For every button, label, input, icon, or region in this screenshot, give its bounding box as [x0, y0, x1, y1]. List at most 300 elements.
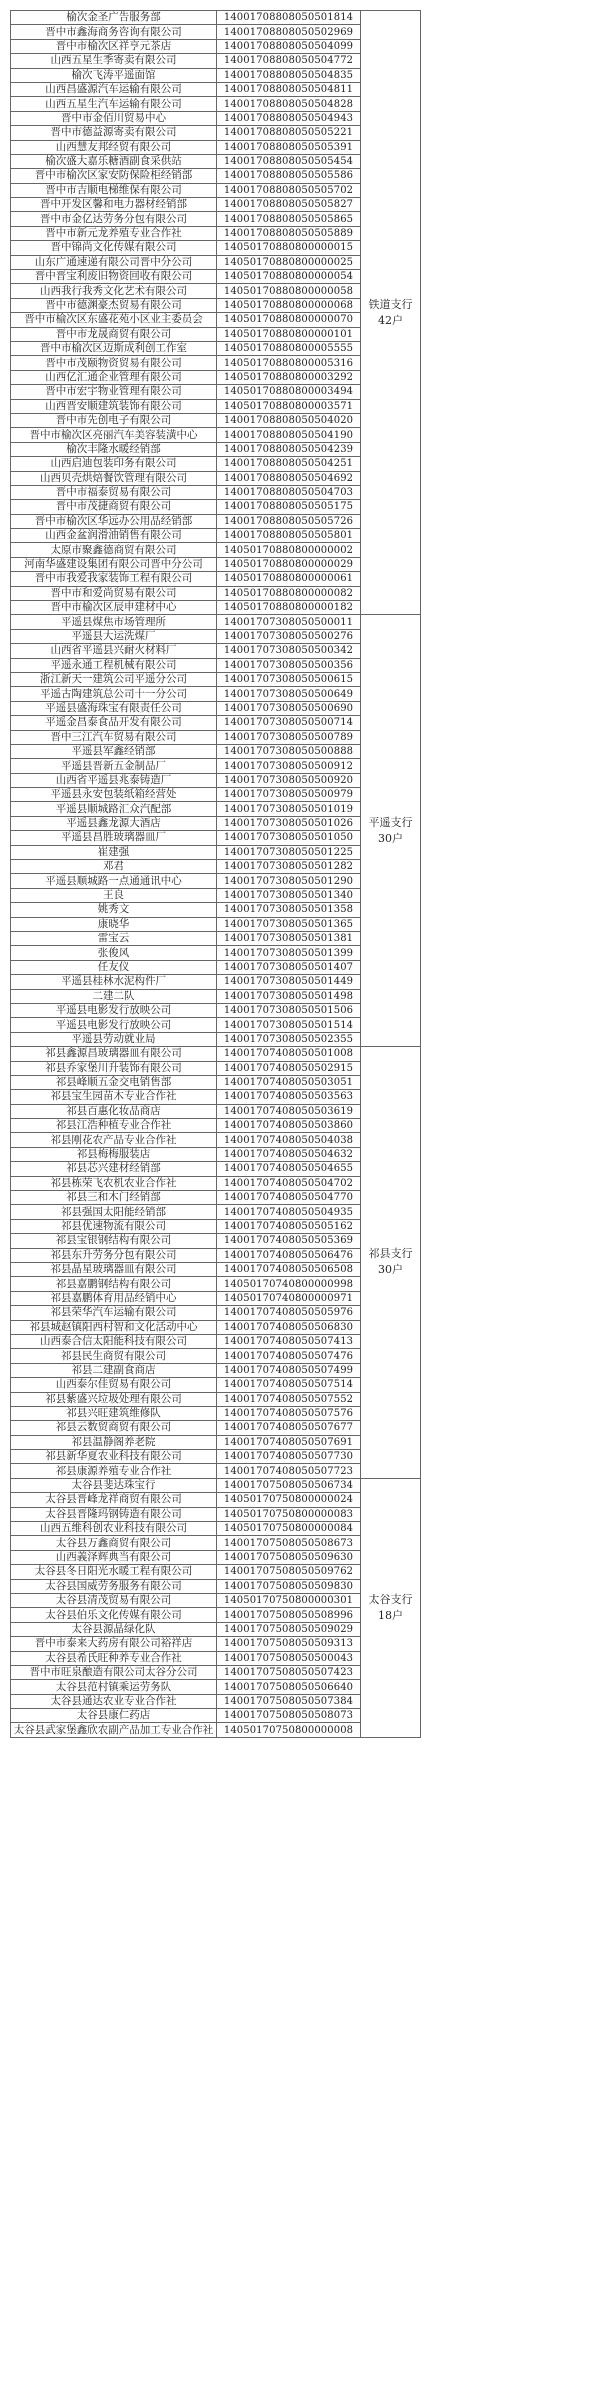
account-number-cell: 14050170880800000068	[217, 298, 361, 312]
company-name-cell: 河南华盛建设集团有限公司晋中分公司	[11, 557, 217, 571]
table-row	[11, 1550, 421, 1564]
table-row	[11, 514, 421, 528]
table-row	[11, 457, 421, 471]
account-number-cell: 14050170880800000015	[217, 241, 361, 255]
company-name-cell: 祁县城赵镇阳西村智和文化活动中心	[11, 1320, 217, 1334]
account-number-cell: 14001707508050509029	[217, 1622, 361, 1636]
table-row	[11, 284, 421, 298]
company-name-cell: 晋中锦尚文化传媒有限公司	[11, 241, 217, 255]
account-number-cell: 14001707308050501449	[217, 975, 361, 989]
company-name-cell: 平遥县晋新五金制品厂	[11, 759, 217, 773]
table-row	[11, 1536, 421, 1550]
account-number-cell: 14001708808050505702	[217, 183, 361, 197]
account-number-cell: 14001707408050506830	[217, 1320, 361, 1334]
table-row	[11, 1723, 421, 1737]
company-name-cell: 山西省平遥县兆泰铸造厂	[11, 773, 217, 787]
table-row	[11, 816, 421, 830]
company-name-cell: 晋中市榆次区家安防保险柜经销部	[11, 169, 217, 183]
table-row	[11, 385, 421, 399]
table-row	[11, 1665, 421, 1679]
company-name-cell: 平遥金昌泰食品开发有限公司	[11, 716, 217, 730]
table-row	[11, 744, 421, 758]
table-row	[11, 1608, 421, 1622]
company-name-cell: 姚秀文	[11, 903, 217, 917]
account-number-cell: 14001707308050500649	[217, 687, 361, 701]
company-name-cell: 太谷县斐达珠宝行	[11, 1478, 217, 1492]
company-name-cell: 平遥古陶建筑总公司十一分公司	[11, 687, 217, 701]
account-number-cell: 14001708808050502969	[217, 25, 361, 39]
company-name-cell: 太谷县伯乐文化传媒有限公司	[11, 1608, 217, 1622]
table-row	[11, 485, 421, 499]
company-name-cell: 祁县东升劳务分包有限公司	[11, 1248, 217, 1262]
company-name-cell: 祁县栋荣飞农机农业合作社	[11, 1176, 217, 1190]
table-row	[11, 1176, 421, 1190]
branch-group-cell	[361, 615, 421, 1047]
table-row	[11, 572, 421, 586]
table-row	[11, 1450, 421, 1464]
account-number-cell: 14001707308050501358	[217, 903, 361, 917]
account-number-cell: 14001707508050506734	[217, 1478, 361, 1492]
account-number-cell: 14001707508050509762	[217, 1565, 361, 1579]
account-number-cell: 14001707308050502355	[217, 1032, 361, 1046]
account-number-cell: 14001707408050503051	[217, 1075, 361, 1089]
table-row	[11, 140, 421, 154]
table-row	[11, 1349, 421, 1363]
table-row	[11, 370, 421, 384]
account-number-cell: 14001707408050507514	[217, 1378, 361, 1392]
company-name-cell: 祁县荣华汽车运输有限公司	[11, 1306, 217, 1320]
company-name-cell: 山西晋安顺建筑装饰有限公司	[11, 399, 217, 413]
table-row	[11, 946, 421, 960]
account-number-cell: 14050170880800000002	[217, 543, 361, 557]
table-row	[11, 658, 421, 672]
account-number-cell: 14001707508050507384	[217, 1694, 361, 1708]
company-name-cell: 晋中市德渊豪杰贸易有限公司	[11, 298, 217, 312]
table-row	[11, 399, 421, 413]
account-number-cell: 14001708808050505801	[217, 529, 361, 543]
table-row	[11, 54, 421, 68]
company-name-cell: 祁县宝银钢结构有限公司	[11, 1234, 217, 1248]
table-row	[11, 1593, 421, 1607]
company-name-cell: 平遥县煤焦市场管理所	[11, 615, 217, 629]
branch-count: 18户	[378, 1608, 403, 1622]
account-number-cell: 14001707308050500356	[217, 658, 361, 672]
company-name-cell: 晋中市新元龙养殖专业合作社	[11, 226, 217, 240]
company-name-cell: 晋中市福泰贸易有限公司	[11, 485, 217, 499]
account-number-cell: 14001707408050502915	[217, 1061, 361, 1075]
table-row	[11, 644, 421, 658]
company-name-cell: 祁县晶星玻璃器皿有限公司	[11, 1262, 217, 1276]
account-number-cell: 14001707408050507499	[217, 1363, 361, 1377]
company-name-cell: 晋中市我爱我家装饰工程有限公司	[11, 572, 217, 586]
account-number-cell: 14001707308050500912	[217, 759, 361, 773]
account-number-cell: 14001707308050500276	[217, 629, 361, 643]
table-row	[11, 1680, 421, 1694]
account-number-cell: 14001708808050504239	[217, 442, 361, 456]
account-number-cell: 14001707508050509313	[217, 1637, 361, 1651]
account-number-cell: 14001707408050505976	[217, 1306, 361, 1320]
table-row	[11, 1219, 421, 1233]
table-row	[11, 975, 421, 989]
table-row	[11, 212, 421, 226]
account-number-cell: 14001707308050500615	[217, 672, 361, 686]
account-number-cell: 14001707408050507413	[217, 1334, 361, 1348]
table-row	[11, 1507, 421, 1521]
company-name-cell: 山西贝壳烘焙餐饮管理有限公司	[11, 471, 217, 485]
company-name-cell: 太谷县国威劳务服务有限公司	[11, 1579, 217, 1593]
account-number-cell: 14001707408050507552	[217, 1392, 361, 1406]
account-number-cell: 14001707308050500342	[217, 644, 361, 658]
table-row	[11, 255, 421, 269]
company-name-cell: 晋中市榆次区东盛花苑小区业主委员会	[11, 313, 217, 327]
company-name-cell: 山西亿汇通企业管理有限公司	[11, 370, 217, 384]
account-number-cell: 14001708808050501814	[217, 11, 361, 25]
company-name-cell: 祁县优速物流有限公司	[11, 1219, 217, 1233]
company-name-cell: 祁县三和木门经销部	[11, 1191, 217, 1205]
company-name-cell: 祁县民生商贸有限公司	[11, 1349, 217, 1363]
table-row	[11, 1694, 421, 1708]
company-name-cell: 榆次金圣广告服务部	[11, 11, 217, 25]
table-row	[11, 960, 421, 974]
table-row	[11, 615, 421, 629]
company-name-cell: 太谷县万鑫商贸有限公司	[11, 1536, 217, 1550]
table-row	[11, 241, 421, 255]
company-name-cell: 山西昌盛源汽车运输有限公司	[11, 82, 217, 96]
table-row	[11, 1709, 421, 1723]
company-name-cell: 榆次丰隆水暖经销部	[11, 442, 217, 456]
company-name-cell: 崔建强	[11, 845, 217, 859]
table-row	[11, 687, 421, 701]
company-name-cell: 晋中市榆次区迈斯成利创工作室	[11, 341, 217, 355]
account-number-cell: 14001707408050505369	[217, 1234, 361, 1248]
company-name-cell: 山西启迪包装印务有限公司	[11, 457, 217, 471]
table-row	[11, 1061, 421, 1075]
table-row	[11, 1421, 421, 1435]
table-row	[11, 39, 421, 53]
company-name-cell: 平遥县电影发行放映公司	[11, 1003, 217, 1017]
account-number-cell: 14001708808050505889	[217, 226, 361, 240]
company-name-cell: 平遥县劳动就业局	[11, 1032, 217, 1046]
account-number-cell: 14001707508050508996	[217, 1608, 361, 1622]
account-number-cell: 14050170750800000008	[217, 1723, 361, 1737]
account-number-cell: 14050170880800000061	[217, 572, 361, 586]
account-number-cell: 14001707308050501282	[217, 860, 361, 874]
table-row	[11, 701, 421, 715]
company-name-cell: 祁县温静阁养老院	[11, 1435, 217, 1449]
company-name-cell: 山西義泽辉典当有限公司	[11, 1550, 217, 1564]
account-number-cell: 14001707508050507423	[217, 1665, 361, 1679]
table-row	[11, 428, 421, 442]
table-row	[11, 1119, 421, 1133]
account-number-cell: 14001708808050504099	[217, 39, 361, 53]
table-row	[11, 903, 421, 917]
table-row	[11, 1234, 421, 1248]
account-number-cell: 14001707308050500011	[217, 615, 361, 629]
table-row	[11, 1493, 421, 1507]
company-name-cell: 晋中市鑫海商务咨询有限公司	[11, 25, 217, 39]
company-name-cell: 祁县云数贸商贸有限公司	[11, 1421, 217, 1435]
table-row	[11, 327, 421, 341]
account-number-cell: 14001707308050500690	[217, 701, 361, 715]
account-number-cell: 14001707508050506640	[217, 1680, 361, 1694]
table-row	[11, 1478, 421, 1492]
table-row	[11, 226, 421, 240]
table-row	[11, 1378, 421, 1392]
account-number-cell: 14001708808050505827	[217, 198, 361, 212]
company-name-cell: 太谷县范村镇乘运劳务队	[11, 1680, 217, 1694]
table-row	[11, 1075, 421, 1089]
table-row	[11, 629, 421, 643]
table-row	[11, 1205, 421, 1219]
company-name-cell: 祁县嘉鹏钢结构有限公司	[11, 1277, 217, 1291]
branch-count: 30户	[378, 1263, 403, 1277]
company-name-cell: 任友仪	[11, 960, 217, 974]
account-table	[10, 10, 421, 1738]
table-row	[11, 1047, 421, 1061]
company-name-cell: 晋中市龙晟商贸有限公司	[11, 327, 217, 341]
table-row	[11, 126, 421, 140]
company-name-cell: 平遥县鑫龙源大酒店	[11, 816, 217, 830]
company-name-cell: 太谷县康仁药店	[11, 1709, 217, 1723]
company-name-cell: 祁县乔家堡川升装饰有限公司	[11, 1061, 217, 1075]
account-number-cell: 14001707408050503619	[217, 1104, 361, 1118]
company-name-cell: 平遥县大运洗煤厂	[11, 629, 217, 643]
table-row	[11, 154, 421, 168]
table-row	[11, 529, 421, 543]
company-name-cell: 山西五星生季寄卖有限公司	[11, 54, 217, 68]
account-number-cell: 14001707308050500888	[217, 744, 361, 758]
account-number-cell: 14001707308050501019	[217, 802, 361, 816]
account-number-cell: 14050170750800000084	[217, 1522, 361, 1536]
account-number-cell: 14001708808050504692	[217, 471, 361, 485]
table-row	[11, 1104, 421, 1118]
table-row	[11, 356, 421, 370]
table-row	[11, 1291, 421, 1305]
account-number-cell: 14001708808050504190	[217, 428, 361, 442]
table-row	[11, 313, 421, 327]
account-number-cell: 14050170880800000029	[217, 557, 361, 571]
table-row	[11, 802, 421, 816]
company-name-cell: 祁县宝生园苗木专业合作社	[11, 1090, 217, 1104]
table-row	[11, 759, 421, 773]
account-number-cell: 14001707408050507677	[217, 1421, 361, 1435]
company-name-cell: 祁县康源养殖专业合作社	[11, 1464, 217, 1478]
company-name-cell: 祁县百惠化妆品商店	[11, 1104, 217, 1118]
company-name-cell: 太谷县清茂贸易有限公司	[11, 1593, 217, 1607]
branch-name: 祁县支行	[368, 1247, 413, 1261]
table-row	[11, 1565, 421, 1579]
branch-group-cell	[361, 11, 421, 615]
company-name-cell: 晋中市茂颐物资贸易有限公司	[11, 356, 217, 370]
company-name-cell: 晋中市德益源寄卖有限公司	[11, 126, 217, 140]
account-number-cell: 14001708808050505726	[217, 514, 361, 528]
table-row	[11, 1090, 421, 1104]
account-number-cell: 14001707408050507476	[217, 1349, 361, 1363]
table-row	[11, 1522, 421, 1536]
account-number-cell: 14001708808050504943	[217, 111, 361, 125]
company-name-cell: 祁县二建副食商店	[11, 1363, 217, 1377]
table-row	[11, 917, 421, 931]
account-number-cell: 14001707408050504655	[217, 1162, 361, 1176]
company-name-cell: 榆次飞涛平遥面馆	[11, 68, 217, 82]
account-number-cell: 14050170740800000998	[217, 1277, 361, 1291]
company-name-cell: 祁县刚花农产品专业合作社	[11, 1133, 217, 1147]
table-row	[11, 198, 421, 212]
account-number-cell: 14001707508050509830	[217, 1579, 361, 1593]
company-name-cell: 山西泰尔佳贸易有限公司	[11, 1378, 217, 1392]
company-name-cell: 晋中市先创电子有限公司	[11, 413, 217, 427]
table-row	[11, 601, 421, 615]
branch-name: 铁道支行	[368, 297, 413, 311]
table-row	[11, 500, 421, 514]
account-number-cell: 14050170880800003292	[217, 370, 361, 384]
company-name-cell: 平遥县昌胜玻璃器皿厂	[11, 831, 217, 845]
table-row	[11, 1306, 421, 1320]
table-row	[11, 1392, 421, 1406]
table-row	[11, 183, 421, 197]
account-number-cell: 14001707308050501407	[217, 960, 361, 974]
company-name-cell: 晋中市榆次区亮丽汽车美容装潢中心	[11, 428, 217, 442]
table-row	[11, 1147, 421, 1161]
account-number-cell: 14001707308050501290	[217, 874, 361, 888]
company-name-cell: 太谷县通达农业专业合作社	[11, 1694, 217, 1708]
table-row	[11, 270, 421, 284]
table-row	[11, 773, 421, 787]
company-name-cell: 祁县兴旺建筑维修队	[11, 1406, 217, 1420]
account-number-cell: 14050170740800000971	[217, 1291, 361, 1305]
table-row	[11, 11, 421, 25]
table-row	[11, 557, 421, 571]
account-number-cell: 14001707508050508673	[217, 1536, 361, 1550]
table-row	[11, 874, 421, 888]
table-row	[11, 845, 421, 859]
account-number-cell: 14001707408050506508	[217, 1262, 361, 1276]
table-row	[11, 1248, 421, 1262]
company-name-cell: 平遥县桂林水泥构件厂	[11, 975, 217, 989]
table-row	[11, 672, 421, 686]
account-number-cell: 14050170880800005555	[217, 341, 361, 355]
account-number-cell: 14001708808050505454	[217, 154, 361, 168]
account-number-cell: 14001707408050507576	[217, 1406, 361, 1420]
account-number-cell: 14050170880800000082	[217, 586, 361, 600]
branch-name: 太谷支行	[368, 1592, 413, 1606]
account-number-cell: 14001707308050501225	[217, 845, 361, 859]
account-number-cell: 14050170880800000182	[217, 601, 361, 615]
account-number-cell: 14001707508050509630	[217, 1550, 361, 1564]
company-name-cell: 山西省平遥县兴耐火材料厂	[11, 644, 217, 658]
branch-group-cell	[361, 1478, 421, 1737]
company-name-cell: 平遥县顺城路一点通通讯中心	[11, 874, 217, 888]
company-name-cell: 祁县江浩种植专业合作社	[11, 1119, 217, 1133]
table-row	[11, 888, 421, 902]
account-number-cell: 14050170880800003571	[217, 399, 361, 413]
table-row	[11, 111, 421, 125]
table-row	[11, 1637, 421, 1651]
company-name-cell: 太谷县源晶绿化队	[11, 1622, 217, 1636]
company-name-cell: 太谷县晋隆玛钢铸造有限公司	[11, 1507, 217, 1521]
account-number-cell: 14001707308050501506	[217, 1003, 361, 1017]
company-name-cell: 平遥县顺城路汇众汽配部	[11, 802, 217, 816]
company-name-cell: 晋中市旺泉酿造有限公司太谷分公司	[11, 1665, 217, 1679]
account-number-cell: 14001707308050500920	[217, 773, 361, 787]
table-row	[11, 471, 421, 485]
company-name-cell: 王良	[11, 888, 217, 902]
company-name-cell: 平遥县军鑫经销部	[11, 744, 217, 758]
table-row	[11, 1622, 421, 1636]
account-number-cell: 14001708808050505586	[217, 169, 361, 183]
table-row	[11, 1579, 421, 1593]
account-number-cell: 14001708808050504703	[217, 485, 361, 499]
company-name-cell: 晋中市吉顺电梯维保有限公司	[11, 183, 217, 197]
company-name-cell: 祁县峰顺五金交电销售部	[11, 1075, 217, 1089]
table-row	[11, 1464, 421, 1478]
company-name-cell: 山西慧友邦经贸有限公司	[11, 140, 217, 154]
table-row	[11, 1435, 421, 1449]
company-name-cell: 平遥县电影发行放映公司	[11, 1018, 217, 1032]
account-number-cell: 14001707308050501340	[217, 888, 361, 902]
company-name-cell: 山西五维科创农业科技有限公司	[11, 1522, 217, 1536]
company-name-cell: 晋中市榆次区祥亨元茶店	[11, 39, 217, 53]
account-number-cell: 14050170880800000025	[217, 255, 361, 269]
company-name-cell: 榆次盛大嘉乐糖酒副食采供站	[11, 154, 217, 168]
company-name-cell: 晋中晋宝利废旧物资回收有限公司	[11, 270, 217, 284]
account-number-cell: 14001708808050505391	[217, 140, 361, 154]
account-number-cell: 14001708808050504828	[217, 97, 361, 111]
company-name-cell: 邓君	[11, 860, 217, 874]
account-number-cell: 14050170880800000070	[217, 313, 361, 327]
table-row	[11, 716, 421, 730]
account-number-cell: 14001707408050507730	[217, 1450, 361, 1464]
branch-group-cell	[361, 1047, 421, 1479]
account-number-cell: 14001707408050504702	[217, 1176, 361, 1190]
table-row	[11, 68, 421, 82]
branch-count: 30户	[378, 831, 403, 845]
account-number-cell: 14050170880800000054	[217, 270, 361, 284]
company-name-cell: 晋中市金佰川贸易中心	[11, 111, 217, 125]
company-name-cell: 太谷县武家堡鑫欣农副产品加工专业合作社	[11, 1723, 217, 1737]
table-row	[11, 97, 421, 111]
account-number-cell: 14001707308050500979	[217, 788, 361, 802]
company-name-cell: 晋中市茂捷商贸有限公司	[11, 500, 217, 514]
table-row	[11, 1003, 421, 1017]
table-row	[11, 1651, 421, 1665]
account-number-cell: 14001707408050504038	[217, 1133, 361, 1147]
account-number-cell: 14001708808050504251	[217, 457, 361, 471]
company-name-cell: 平遥县永安包装纸箱经营处	[11, 788, 217, 802]
table-row	[11, 1018, 421, 1032]
company-name-cell: 二建二队	[11, 989, 217, 1003]
account-table-body	[11, 11, 421, 1738]
account-number-cell: 14050170750800000024	[217, 1493, 361, 1507]
account-number-cell: 14050170880800003494	[217, 385, 361, 399]
branch-count: 42户	[378, 313, 403, 327]
table-row	[11, 169, 421, 183]
company-name-cell: 山西金盆润滑油销售有限公司	[11, 529, 217, 543]
company-name-cell: 晋中市榆次区华远办公用品经销部	[11, 514, 217, 528]
table-row	[11, 1133, 421, 1147]
company-name-cell: 祁县紫盛兴垃圾处理有限公司	[11, 1392, 217, 1406]
company-name-cell: 康晓华	[11, 917, 217, 931]
account-number-cell: 14050170750800000083	[217, 1507, 361, 1521]
company-name-cell: 山东广通速递有限公司晋中分公司	[11, 255, 217, 269]
company-name-cell: 祁县嘉鹏体育用品经销中心	[11, 1291, 217, 1305]
table-row	[11, 989, 421, 1003]
account-number-cell: 14001708808050505221	[217, 126, 361, 140]
table-row	[11, 860, 421, 874]
company-name-cell: 雷宝云	[11, 932, 217, 946]
company-name-cell: 太谷县希氏旺种养专业合作社	[11, 1651, 217, 1665]
account-number-cell: 14001707408050504632	[217, 1147, 361, 1161]
